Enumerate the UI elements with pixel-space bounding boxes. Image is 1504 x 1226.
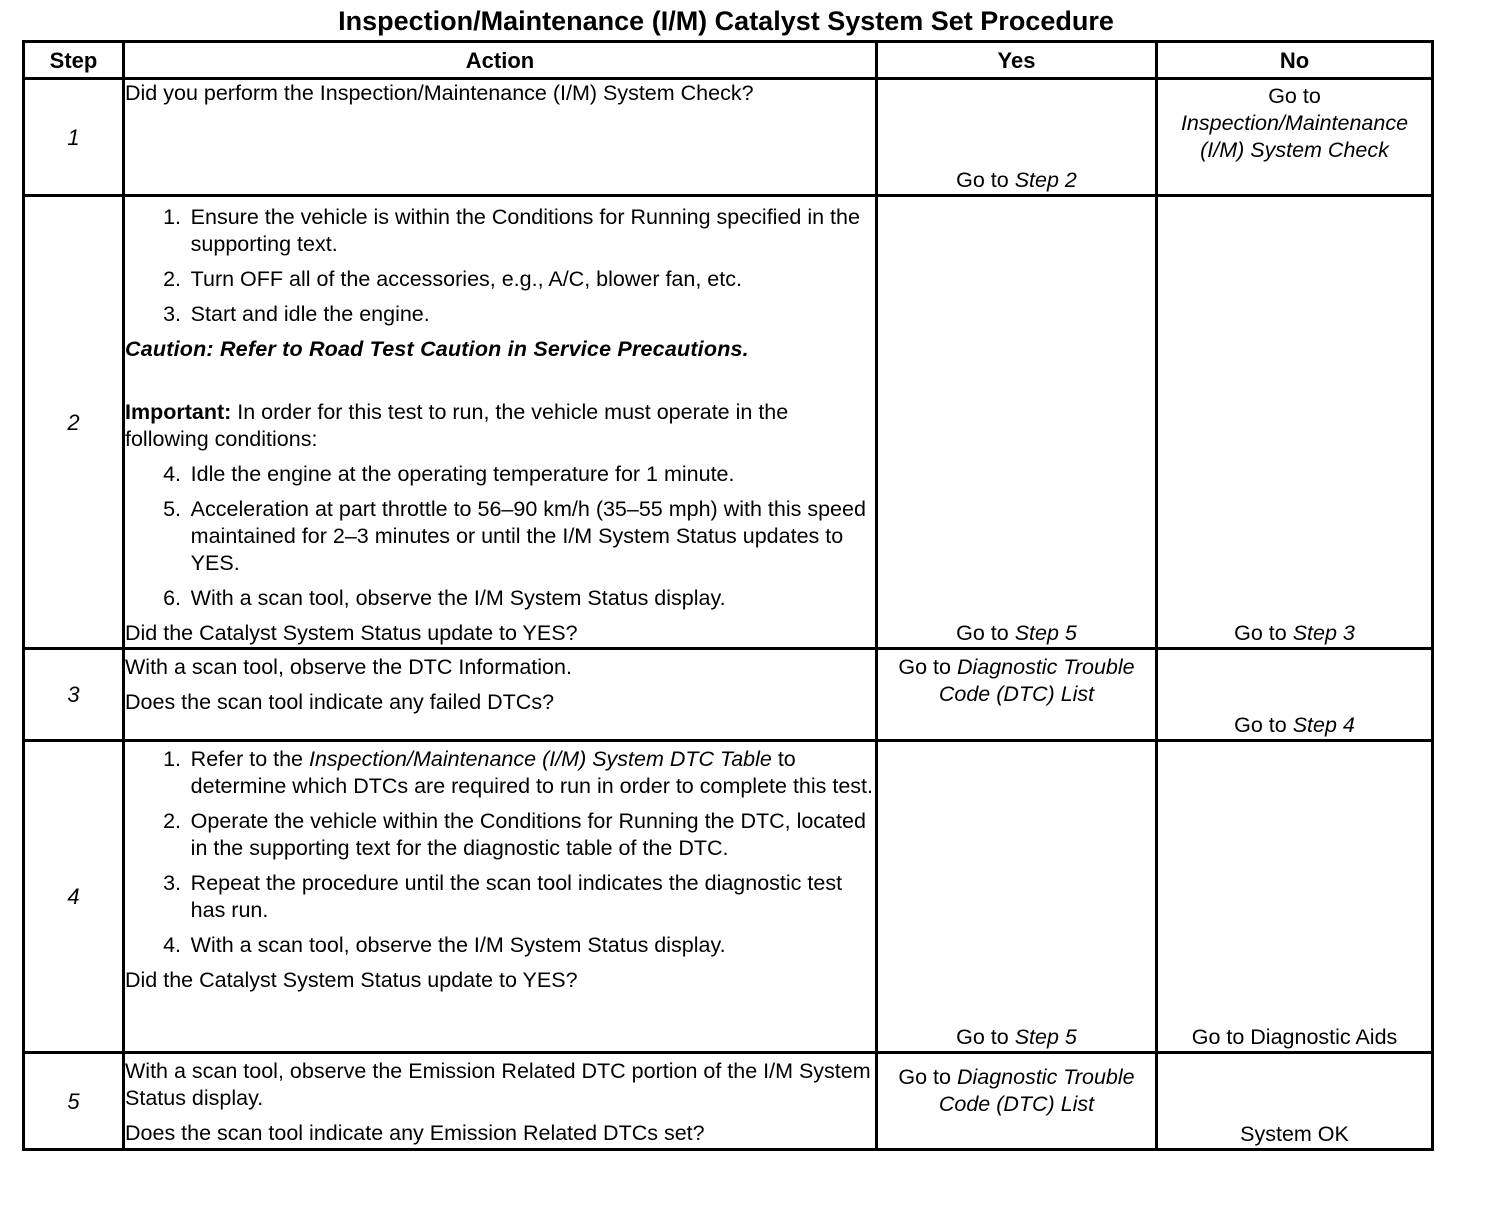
item-number: 5. — [163, 497, 181, 521]
header-row — [24, 42, 1433, 79]
item-number: 1. — [163, 205, 181, 229]
table-row — [24, 79, 1433, 196]
yes-cell — [877, 741, 1157, 1053]
important-text: In order for this test to run, the vehicle must operate in the following conditions: — [125, 400, 789, 451]
important-note — [125, 399, 875, 453]
dtc-list-link[interactable]: Diagnostic Trouble Code (DTC) List — [938, 1065, 1135, 1116]
step-number: 5 — [24, 1053, 124, 1150]
action-cell — [124, 741, 877, 1053]
list-item — [125, 461, 875, 488]
list-item — [125, 746, 875, 800]
item-number: 1. — [163, 747, 181, 771]
system-ok-text: System OK — [1240, 1122, 1349, 1146]
step-link[interactable]: Step 4 — [1292, 713, 1355, 737]
item-number: 3. — [163, 302, 181, 326]
header-step: Step — [24, 42, 124, 79]
step-link[interactable]: Step 5 — [1014, 621, 1077, 645]
step-link[interactable]: Step 5 — [1014, 1025, 1077, 1049]
item-text — [191, 746, 875, 800]
list-item — [125, 870, 875, 924]
step-link[interactable]: Step 2 — [1014, 168, 1077, 192]
action-cell — [124, 649, 877, 741]
step-link[interactable]: Step 3 — [1292, 621, 1355, 645]
instruction-text: With a scan tool, observe the Emission Related DTC portion of the I/M System Status display. — [125, 1059, 871, 1110]
list-item — [125, 301, 875, 328]
no-prefix: Go to — [1234, 621, 1287, 645]
question-text: Does the scan tool indicate any Emission Related DTCs set? — [125, 1121, 705, 1145]
document-title: Inspection/Maintenance (I/M) Catalyst System Set Procedure — [338, 6, 1114, 36]
list-item — [125, 932, 875, 959]
header-yes: Yes — [877, 42, 1157, 79]
question-text: Does the scan tool indicate any failed DTCs? — [125, 690, 555, 714]
item-text-after: to determine which DTCs are required to run in order to complete this test. — [190, 747, 874, 798]
yes-cell — [877, 196, 1157, 649]
no-cell — [1157, 741, 1433, 1053]
step-number: 2 — [24, 196, 124, 649]
table-row — [24, 741, 1433, 1053]
item-text: Turn OFF all of the accessories, e.g., A/C, blower fan, etc. — [190, 267, 742, 291]
item-number: 2. — [163, 809, 181, 833]
yes-cell — [877, 79, 1157, 196]
table-row — [24, 1053, 1433, 1150]
item-text: With a scan tool, observe the I/M System Status display. — [190, 933, 726, 957]
dtc-table-link[interactable]: Inspection/Maintenance (I/M) System DTC Table — [309, 747, 772, 771]
header-action: Action — [124, 42, 877, 79]
item-number: 4. — [163, 462, 181, 486]
step-number: 1 — [24, 79, 124, 196]
table-row — [24, 649, 1433, 741]
action-list — [125, 204, 875, 328]
instruction-text: With a scan tool, observe the DTC Information. — [125, 655, 572, 679]
item-text: Ensure the vehicle is within the Conditions for Running specified in the supporting text. — [190, 205, 860, 256]
diagnostic-aids-link[interactable]: Go to Diagnostic Aids — [1191, 1025, 1398, 1049]
dtc-list-link[interactable]: Diagnostic Trouble Code (DTC) List — [938, 655, 1135, 706]
yes-prefix: Go to — [898, 655, 951, 679]
caution-note: Caution: Refer to Road Test Caution in Service Precautions. — [125, 337, 749, 361]
no-cell — [1157, 196, 1433, 649]
item-text-before: Refer to the — [190, 747, 304, 771]
item-text: Acceleration at part throttle to 56–90 km/h (35–55 mph) with this speed maintained for 2–3 minutes or until the I/M System Status updates to YES. — [190, 497, 866, 575]
no-prefix: Go to — [1268, 84, 1321, 108]
yes-prefix: Go to — [956, 168, 1009, 192]
yes-cell — [877, 1053, 1157, 1150]
list-item — [125, 266, 875, 293]
header-no: No — [1157, 42, 1433, 79]
item-text: Idle the engine at the operating temperature for 1 minute. — [190, 462, 735, 486]
no-cell — [1157, 1053, 1433, 1150]
question-text: Did you perform the Inspection/Maintenance (I/M) System Check? — [125, 81, 754, 105]
list-item — [125, 496, 875, 577]
action-cell — [124, 196, 877, 649]
no-cell — [1157, 649, 1433, 741]
step-number: 3 — [24, 649, 124, 741]
action-list — [125, 461, 875, 612]
question-text: Did the Catalyst System Status update to YES? — [125, 968, 578, 992]
no-cell — [1157, 79, 1433, 196]
item-number: 2. — [163, 267, 181, 291]
item-text: Repeat the procedure until the scan tool indicates the diagnostic test has run. — [190, 871, 843, 922]
list-item — [125, 585, 875, 612]
yes-cell — [877, 649, 1157, 741]
step-number: 4 — [24, 741, 124, 1053]
yes-prefix: Go to — [898, 1065, 951, 1089]
yes-prefix: Go to — [956, 621, 1009, 645]
item-number: 6. — [163, 586, 181, 610]
procedure-table — [22, 40, 1434, 1151]
table-row — [24, 196, 1433, 649]
question-text: Did the Catalyst System Status update to YES? — [125, 621, 578, 645]
im-system-check-link[interactable]: Inspection/Maintenance (I/M) System Check — [1180, 111, 1409, 162]
item-number: 4. — [163, 933, 181, 957]
action-list — [125, 746, 875, 959]
action-cell — [124, 1053, 877, 1150]
action-cell — [124, 79, 877, 196]
no-prefix: Go to — [1234, 713, 1287, 737]
yes-prefix: Go to — [956, 1025, 1009, 1049]
item-number: 3. — [163, 871, 181, 895]
item-text: With a scan tool, observe the I/M System Status display. — [190, 586, 726, 610]
list-item — [125, 204, 875, 258]
important-label: Important: — [125, 400, 232, 424]
item-text: Start and idle the engine. — [190, 302, 430, 326]
list-item — [125, 808, 875, 862]
item-text: Operate the vehicle within the Conditions for Running the DTC, located in the supporting text for the diagnostic table of the DTC. — [190, 809, 866, 860]
